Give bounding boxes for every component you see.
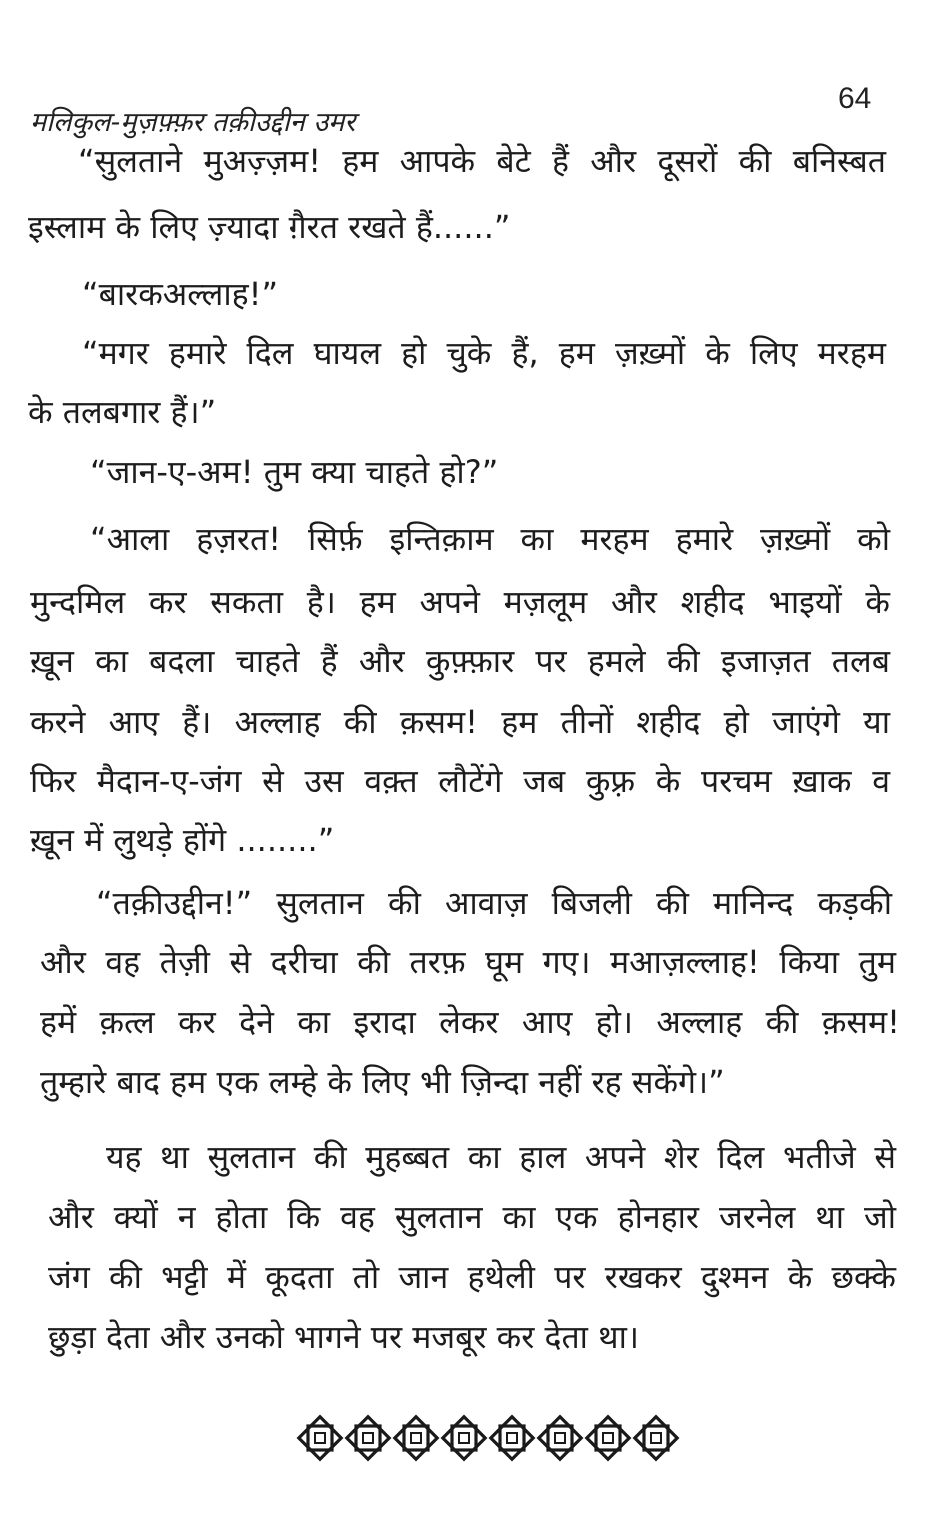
text-line: तुम्हारे बाद हम एक लम्हे के लिए भी ज़िन्दा नहीं रह सकेंगे।” bbox=[40, 1063, 725, 1101]
ornament-knot-icon bbox=[347, 1417, 389, 1459]
text-line: मुन्दमिल कर सकता है। हम अपने मज़लूम और शहीद भाइयों के bbox=[30, 583, 890, 621]
ornament-knot-icon bbox=[539, 1417, 581, 1459]
ornament-knot-icon bbox=[491, 1417, 533, 1459]
ornament-knot-icon bbox=[395, 1417, 437, 1459]
page-number: 64 bbox=[838, 82, 872, 115]
text-line: जंग की भट्टी में कूदता तो जान हथेली पर रखकर दुश्मन के छक्के bbox=[48, 1258, 896, 1296]
text-line: “बारकअल्लाह!” bbox=[82, 275, 279, 313]
text-line: ख़ून का बदला चाहते हैं और कुफ़्फ़ार पर हमले की इजाज़त तलब bbox=[30, 642, 890, 680]
text-line: फिर मैदान-ए-जंग से उस वक़्त लौटेंगे जब कुफ़्र के परचम ख़ाक व bbox=[30, 762, 890, 800]
text-line: करने आए हैं। अल्लाह की क़सम! हम तीनों शहीद हो जाएंगे या bbox=[30, 703, 890, 741]
text-line: हमें क़त्ल कर देने का इरादा लेकर आए हो। अल्लाह की क़सम! bbox=[40, 1003, 900, 1041]
text-line: के तलबगार हैं।” bbox=[28, 393, 217, 431]
text-line: यह था सुलतान की मुहब्बत का हाल अपने शेर दिल भतीजे से bbox=[106, 1138, 896, 1176]
ornament-knot-icon bbox=[587, 1417, 629, 1459]
text-line: और क्यों न होता कि वह सुलतान का एक होनहार जरनेल था जो bbox=[48, 1198, 896, 1236]
ornament-knot-icon bbox=[299, 1417, 341, 1459]
text-line: ख़ून में लुथड़े होंगे ........” bbox=[30, 821, 335, 859]
ornament-knot-icon bbox=[443, 1417, 485, 1459]
text-line: “आला हज़रत! सिर्फ़ इन्तिक़ाम का मरहम हमारे ज़ख़्मों को bbox=[90, 520, 890, 558]
text-line: “तक़ीउद्दीन!” सुलतान की आवाज़ बिजली की मानिन्द कड़की bbox=[96, 884, 892, 922]
running-head: मलिकुल-मुज़फ़्फ़र तक़ीउद्दीन उमर bbox=[30, 107, 356, 138]
text-line: “मगर हमारे दिल घायल हो चुके हैं, हम ज़ख़्मों के लिए मरहम bbox=[82, 334, 886, 372]
text-line: “सुलताने मुअज़्ज़म! हम आपके बेटे हैं और दूसरों की बनिस्बत bbox=[78, 142, 886, 180]
ornament-knot-icon bbox=[635, 1417, 677, 1459]
decorative-border-ornament bbox=[296, 1410, 680, 1466]
text-line: इस्लाम के लिए ज़्यादा ग़ैरत रखते हैं......” bbox=[28, 208, 511, 246]
text-line: छुड़ा देता और उनको भागने पर मजबूर कर देता था। bbox=[48, 1318, 640, 1356]
text-line: “जान-ए-अम! तुम क्या चाहते हो?” bbox=[90, 453, 499, 491]
text-line: और वह तेज़ी से दरीचा की तरफ़ घूम गए। मआज़ल्लाह! किया तुम bbox=[40, 943, 896, 981]
